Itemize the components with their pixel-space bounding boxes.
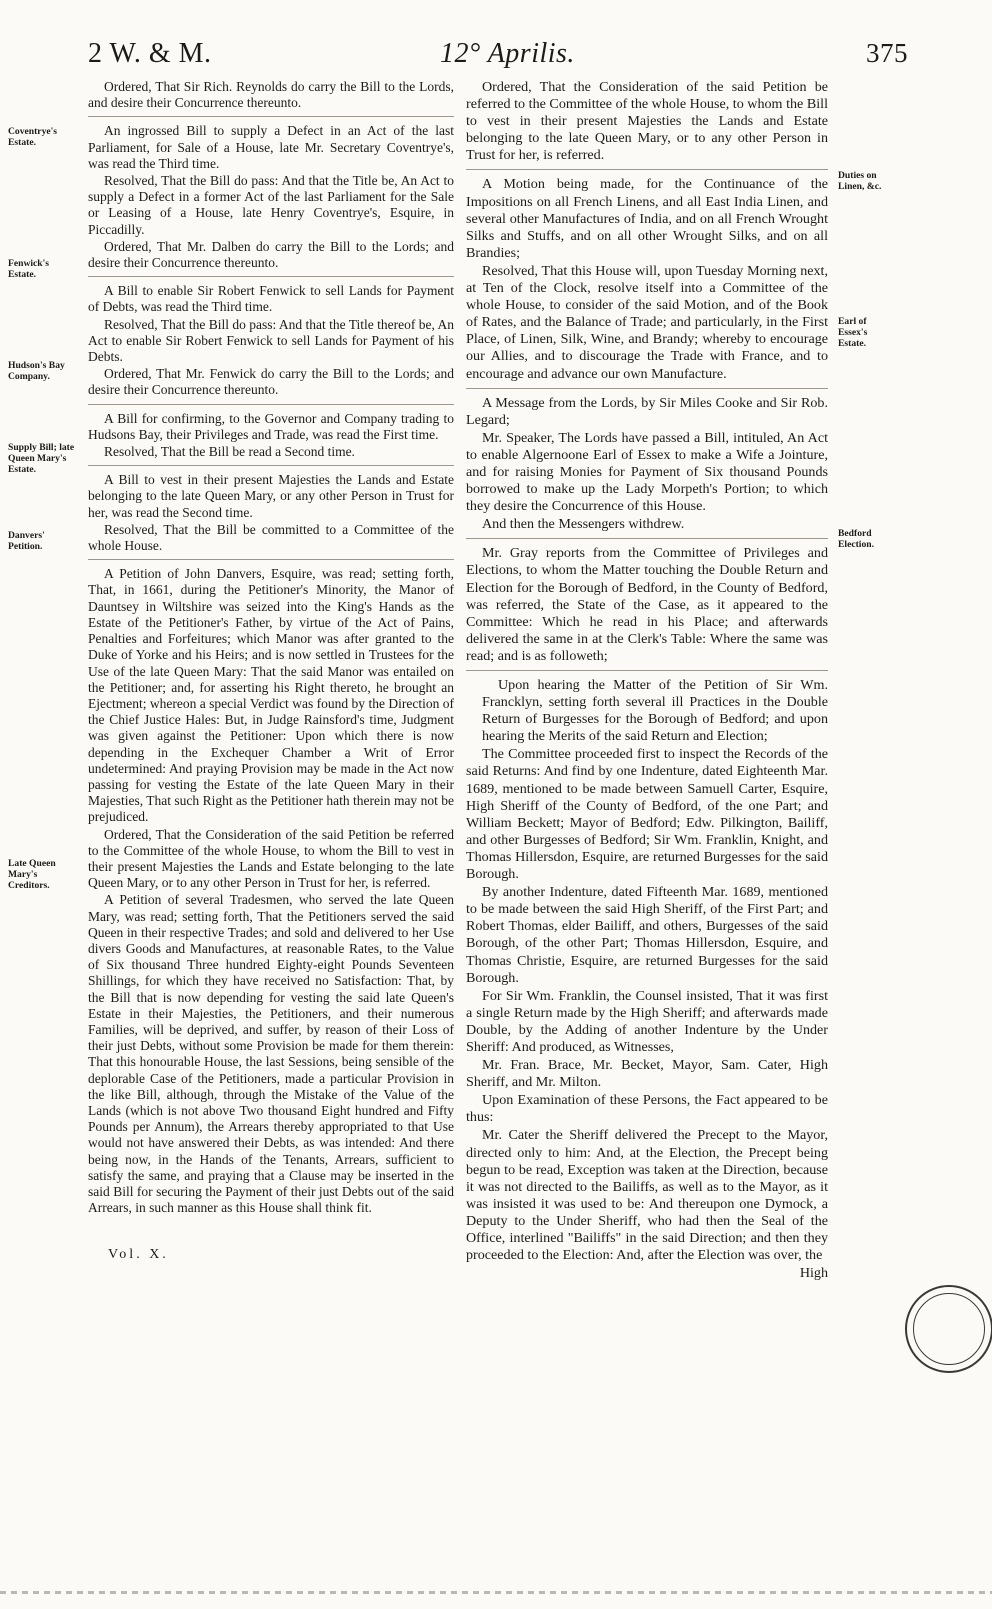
paragraph: The Committee proceeded first to inspect the Records of the said Returns: And find by one Indenture, dated Eighteenth Mar. 1689, mentioned to be made between Samuell Carter, Esquire, High Sheriff of the County of Bedford, of the one Part; and William Beckett; Mayor of Bedford; Edw. Pilkington, Bailiff, and other Burgesses of Bedford; Sir Wm. Franklin, Knight, and Thomas Hillersdon, Esquire, are returned Burgesses for the said Borough. xyxy=(466,746,828,883)
paragraph: Ordered, That Mr. Fenwick do carry the Bill to the Lords; and desire their Concurrence thereunto. xyxy=(88,366,454,398)
divider xyxy=(88,465,454,466)
running-head-date: 12° Aprilis. xyxy=(440,38,575,69)
paragraph: A Message from the Lords, by Sir Miles Cooke and Sir Rob. Legard; xyxy=(466,394,828,428)
divider xyxy=(88,276,454,277)
paragraph: A Petition of John Danvers, Esquire, was read; setting forth, That, in 1661, during the Petitioner's Minority, the Manor of Dauntsey in Wiltshire was seized into the King's Hands as the Estate of the Petitioner's Father, by virtue of the Act of Pains, Penalties and Forfeitures; which Manor was after granted to the Duke of Yorke and his Heirs; and is now settled in Trustees for the Use of the late Queen Mary: That the said Manor was entailed on the Petitioner; and, for asserting his Right thereto, he brought an Ejectment; whereon a special Verdict was found by the Direction of the Chief Justice Hales: But, in Judge Rainsford's time, Judgment was given against the Petitioner: Upon which there is now depending in the Exchequer Chamber a Writ of Error undetermined: And praying Provision may be made in the Act now passing for vesting the Estate of the late Queen Mary in their Majesties, That such Right as the Petitioner hath therein may not be prejudiced. xyxy=(88,566,454,825)
paragraph: Ordered, That Sir Rich. Reynolds do carry the Bill to the Lords, and desire their Concurrence thereunto. xyxy=(88,79,454,111)
margin-note: Late Queen Mary's Creditors. xyxy=(8,858,56,891)
running-head-left: 2 W. & M. xyxy=(88,38,212,69)
margin-note: Danvers' Petition. xyxy=(8,530,45,552)
margin-note: Duties on Linen, &c. xyxy=(838,170,882,192)
paragraph: Mr. Gray reports from the Committee of Privileges and Elections, to whom the Matter touching the Double Return and Election for the Borough of Bedford, in the County of Bedford, was referred, the State of the Case, as it appeared to the Committee: Which he read in his Place; and afterwards delivered the same in at the Clerk's Table: Where the same was read; and is as followeth; xyxy=(466,545,828,664)
paragraph: Upon Examination of these Persons, the Fact appeared to be thus: xyxy=(466,1092,828,1126)
catchword: High xyxy=(799,1265,828,1282)
paragraph: Ordered, That Mr. Dalben do carry the Bill to the Lords; and desire their Concurrence thereunto. xyxy=(88,238,454,271)
paragraph: A Bill to enable Sir Robert Fenwick to sell Lands for Payment of Debts, was read the Third time. xyxy=(88,283,454,315)
paragraph: Mr. Fran. Brace, Mr. Becket, Mayor, Sam. Cater, High Sheriff, and Mr. Milton. xyxy=(466,1057,828,1091)
divider xyxy=(88,559,454,560)
paragraph: Mr. Speaker, The Lords have passed a Bill, intituled, An Act to enable Algernoone Earl of Essex to make a Wife a Jointure, and for raising Monies for Payment of Six thousand Pounds borrowed to make up the Lady Morpeth's Portion; to which they desire the Concurrence of this House. xyxy=(466,429,828,515)
paragraph: Mr. Cater the Sheriff delivered the Precept to the Mayor, directed only to him: And, at the Election, the Precept being begun to be read, Exception was taken at the Direction, because it was not directed to the Bailiffs, as well as to the Mayor, as it was insisted it was used to be: And thereupon one Dymock, a Deputy to the Under Sheriff, who had then the Seal of the Office, interlined "Bailiffs" in the said Direction; and then they proceeded to the Election: And, after the Election was over, the xyxy=(466,1127,828,1264)
paragraph: Resolved, That this House will, upon Tuesday Morning next, at Ten of the Clock, resolve itself into a Committee of the whole House, to consider of the said Motion, and of the Book of Rates, and the Balance of Trade; and particularly, in the First Place, of Linen, Silk, Wine, and Brandy; whereby to encourage our Allies, and to discourage the Trade with France, and to encourage and advance our own Manufacture. xyxy=(466,262,828,382)
paragraph: By another Indenture, dated Fifteenth Mar. 1689, mentioned to be made between the said High Sheriff, of the First Part; and Robert Thomas, elder Bailiff, and others, Burgesses of the said Borough, of the other Part; Thomas Hillersdon, Esquire, and Thomas Christie, Esquire, are returned Burgesses for the said Borough. xyxy=(466,884,828,986)
left-column xyxy=(88,79,454,1217)
paragraph: A Petition of several Tradesmen, who served the late Queen Mary, was read; setting forth, That the Petitioners served the said Queen in their respective Trades; and sold and delivered to her Use divers Goods and Manufactures, at reasonable Rates, to the Value of Six thousand Three hundred Eighty-eight Pounds Seventeen Shillings, for which they have received no Satisfaction: That, by the Bill that is now depending for vesting the said late Queen's Estate in their Majesties, the Petitioners, and their numerous Families, will be deprived, and suffer, by reason of their Loss of their just Debts, without some Provision be made for them therein: That this honourable House, the last Sessions, being sensible of the deplorable Case of the Petitioners, made a particular Provision in the like Bill, although, through the Mistake of the Value of the Lands (which is not above Two thousand Eight hundred and Fifty Pounds per Annum), the Arrears thereby appropriated to that Use would not have answered their Debts, as was intended: And there being now, in the Hands of the Tenants, Arrears, sufficient to satisfy the same, and praying that a Clause may be inserted in the said Bill for securing the Payment of their just Debts out of the said Arrears, in such manner as this House shall think fit. xyxy=(88,892,454,1216)
margin-note: Earl of Essex's Estate. xyxy=(838,316,868,349)
paragraph: A Bill for confirming, to the Governor and Company trading to Hudsons Bay, their Privileges and Trade, was read the First time. xyxy=(88,410,454,442)
paragraph: Upon hearing the Matter of the Petition of Sir Wm. Francklyn, setting forth several ill Practices in the Double Return of Burgesses for the Borough of Bedford; and upon hearing the Merits of the said Return and Election; xyxy=(482,677,828,745)
divider xyxy=(466,538,828,539)
volume-footer: Vol. X. xyxy=(108,1247,169,1262)
divider xyxy=(466,169,828,170)
scan-edge xyxy=(0,1591,992,1594)
right-column xyxy=(466,79,828,1282)
record-office-stamp xyxy=(905,1285,992,1373)
divider xyxy=(466,388,828,389)
paragraph: Ordered, That the Consideration of the said Petition be referred to the Committee of the whole House, to whom the Bill to vest in their present Majesties the Lands and Estate belonging to the late Queen Mary, or to any other Person in Trust for her, is referred. xyxy=(88,826,454,891)
margin-note: Supply Bill; late Queen Mary's Estate. xyxy=(8,442,75,475)
paragraph: And then the Messengers withdrew. xyxy=(482,516,685,533)
divider xyxy=(88,404,454,405)
margin-note: Bedford Election. xyxy=(838,528,874,550)
paragraph: Ordered, That the Consideration of the said Petition be referred to the Committee of the whole House, to whom the Bill to vest in their present Majesties the Lands and Estate belonging to the late Queen Mary, or to any other Person in Trust for her, is referred. xyxy=(466,79,828,164)
paragraph: Resolved, That the Bill be read a Second time. xyxy=(104,444,355,460)
paragraph: For Sir Wm. Franklin, the Counsel insisted, That it was first a single Return made by the High Sheriff; and afterwards made Double, by the Adding of another Indenture by the Under Sheriff: And produced, as Witnesses, xyxy=(466,987,828,1055)
paragraph: Resolved, That the Bill do pass: And that the Title be, An Act to supply a Defect in a former Act of the last Parliament for the Sale or Leasing of a House, late Henry Coventrye's, Esquire, in Piccadilly. xyxy=(88,173,454,237)
page-number: 375 xyxy=(866,38,908,68)
margin-note: Fenwick's Estate. xyxy=(8,258,50,280)
paragraph: Resolved, That the Bill be committed to a Committee of the whole House. xyxy=(88,521,454,554)
paragraph: A Bill to vest in their present Majesties the Lands and Estate belonging to the late Queen Mary, or any other Person in Trust for her, was read the Second time. xyxy=(88,472,454,520)
margin-note: Coventrye's Estate. xyxy=(8,126,58,148)
paragraph: A Motion being made, for the Continuance of the Impositions on all French Linens, and all East India Linen, and several other Manufactures of India, and on all French Wrought Silks and Stuffs, and on all other Wrought Silks, and on all Brandies; xyxy=(466,176,828,261)
paragraph: An ingrossed Bill to supply a Defect in an Act of the last Parliament, for Sale of a House, late Mr. Secretary Coventrye's, was read the Third time. xyxy=(88,123,454,171)
paragraph: Resolved, That the Bill do pass: And that the Title thereof be, An Act to enable Sir Robert Fenwick to sell Lands for Payment of his Debts. xyxy=(88,316,454,365)
divider xyxy=(88,116,454,117)
margin-note: Hudson's Bay Company. xyxy=(8,360,65,382)
divider xyxy=(466,670,828,671)
